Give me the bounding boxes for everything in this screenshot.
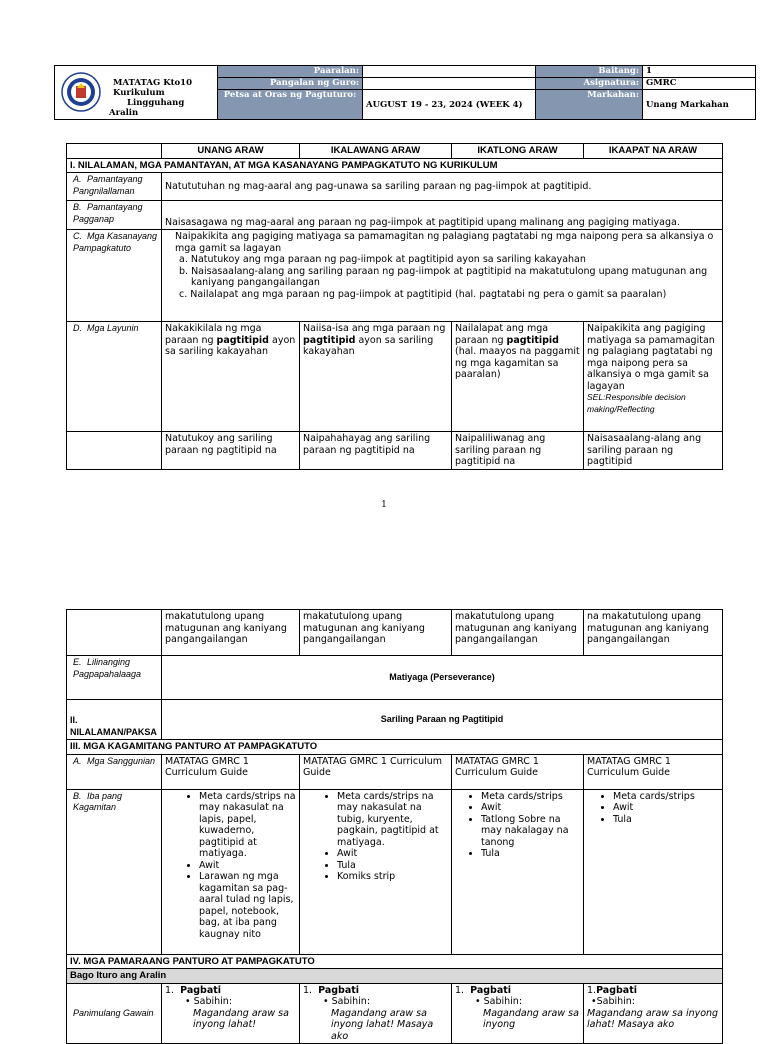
competency-item: c. Nailalapat ang mga paraan ng pag-iimpok at pagtitipid (hal. pagtatabi ng pera o gamit sa paaralan) — [179, 288, 667, 300]
materials-list — [455, 791, 580, 860]
item-label: Iba pang Kagamitan — [73, 790, 123, 812]
day-3-header: IKATLONG ARAW — [452, 144, 584, 159]
objective-day-3 — [452, 322, 584, 432]
materials-day-2 — [300, 789, 452, 954]
competencies-label — [67, 230, 162, 322]
reference-day-1: MATATAG GMRC 1 Curriculum Guide — [162, 754, 300, 789]
section-1-title: I. NILALAMAN, MGA PAMANTAYAN, AT MGA KASANAYANG PAMPAGKATUTO NG KURIKULUM — [67, 158, 723, 173]
list-item: • Meta cards/strips na may nakasulat na lapis, papel, kuwaderno, pagtitipid at matiyaga. — [199, 791, 296, 860]
objective-text: Nailalapat ang mga paraan ng — [455, 323, 549, 346]
list-item: • Awit — [613, 802, 719, 814]
objective-cont-day-1: makatutulong upang matugunan ang kaniyang pangangailangan — [162, 610, 300, 656]
list-item: • Meta cards/strips na may nakasulat na tubig, kuryente, pagkain, pagtitipid at matiyaga. — [337, 791, 448, 849]
objective-b-day-3: Naipaliliwanag ang sariling paraan ng pagtitipid na — [452, 432, 584, 470]
step-number: 1. — [303, 984, 313, 996]
objective-text: Naiisa-isa ang mga paraan ng — [303, 323, 446, 334]
content-topic-label: II. NILALAMAN/PAKSA — [67, 700, 162, 740]
date-value[interactable]: AUGUST 19 - 23, 2024 (WEEK 4) — [363, 90, 536, 120]
date-label: Petsa at Oras ng Pagtuturo: — [218, 90, 363, 120]
objective-day-4 — [584, 322, 723, 432]
greeting-line: Magandang araw sa inyong lahat! Masaya ako — [587, 1007, 719, 1030]
deped-seal-icon — [61, 72, 101, 112]
objective-cont-day-4: na makatutulong upang matugunan ang kaniyang pangangailangan — [584, 610, 723, 656]
materials-list — [165, 791, 296, 941]
day-4-header: IKAAPAT NA ARAW — [584, 144, 723, 159]
school-value[interactable] — [363, 66, 536, 78]
instruction-text: Sabihin: — [483, 996, 523, 1007]
quarter-label: Markahan: — [536, 90, 643, 120]
lesson-table-part-2 — [66, 609, 723, 1044]
objective-day-2 — [300, 322, 452, 432]
item-label: Mga Layunin — [87, 323, 139, 333]
competency-intro: Naipakikita ang pagiging matiyaga sa pamamagitan ng palagiang pagtatabi ng mga naipong pera sa alkansiya o mga gamit sa lagayan — [175, 231, 714, 254]
greeting-line: Magandang araw sa inyong lahat! — [193, 1007, 289, 1030]
content-topic-value: Sariling Paraan ng Pagtitipid — [162, 700, 723, 740]
title-line: Kurikulum — [113, 88, 165, 98]
grade-label: Baitang: — [536, 66, 643, 78]
greeting-heading — [455, 985, 580, 997]
greeting-instruction: • Sabihin: — [475, 996, 523, 1007]
list-item: • Tula — [337, 860, 448, 872]
value-focus: Matiyaga (Perseverance) — [162, 656, 723, 700]
item-number: B. — [73, 202, 82, 212]
item-label: Lilinanging Pagpapahalaaga — [73, 657, 142, 679]
objective-cont-day-3: makatutulong upang matugunan ang kaniyang pangangailangan — [452, 610, 584, 656]
objective-b-day-4: Naisasaalang-alang ang sariling paraan ng pagtitipid — [584, 432, 723, 470]
quarter-value[interactable]: Unang Markahan — [643, 90, 756, 120]
objective-keyword: pagtitipid — [303, 334, 356, 346]
instruction-text: Sabihin: — [331, 996, 371, 1007]
item-number: D. — [73, 323, 82, 333]
materials-list — [587, 791, 719, 826]
objective-b-day-2: Naipahahayag ang sariling paraan ng pagtitipid na — [300, 432, 452, 470]
item-number: E. — [73, 657, 82, 667]
competencies-cell — [162, 230, 723, 322]
step-title: Pagbati — [470, 984, 512, 996]
greeting-instruction — [587, 996, 719, 1008]
teacher-label: Pangalan ng Guro: — [218, 78, 363, 90]
title-line: Aralin — [109, 108, 139, 118]
header-table — [54, 65, 756, 120]
objective-day-1 — [162, 322, 300, 432]
materials-day-4 — [584, 789, 723, 954]
competency-list — [165, 254, 719, 300]
list-item: • Tatlong Sobre na may nakalagay na tanong — [481, 814, 580, 849]
list-item: • Komiks strip — [337, 871, 448, 883]
list-item: • Larawan ng mga kagamitan sa pag- aaral tulad ng lapis, papel, notebook, bag, at iba pang kaugnay nito — [199, 871, 296, 940]
empty-label-cell — [67, 432, 162, 470]
list-item: • Awit — [481, 802, 580, 814]
list-item: • Tula — [613, 814, 719, 826]
instruction-text: Sabihin: — [193, 996, 233, 1007]
lesson-plan-title — [109, 78, 193, 118]
greeting-line: Magandang araw sa inyong — [483, 1007, 579, 1030]
section-3-title: III. MGA KAGAMITANG PANTURO AT PAMPAGKATUTO — [67, 740, 723, 755]
header-logo-cell — [55, 66, 218, 120]
objective-text: Nakakikilala ng mga paraan ng — [165, 323, 262, 346]
list-item: • Awit — [199, 860, 296, 872]
item-number: B. — [73, 790, 82, 801]
grade-value[interactable]: 1 — [643, 66, 756, 78]
greeting-instruction: • Sabihin: — [323, 996, 371, 1007]
reference-day-3: MATATAG GMRC 1 Curriculum Guide — [452, 754, 584, 789]
objective-keyword: pagtitipid — [506, 334, 559, 346]
list-item: • Awit — [337, 848, 448, 860]
greeting-day-1 — [162, 983, 300, 1044]
lesson-table-part-1 — [66, 143, 723, 470]
step-title: Pagbati — [318, 984, 360, 996]
item-number: A. — [73, 755, 82, 766]
item-label: Mga Kasanayang Pampagkatuto — [73, 231, 158, 253]
subject-value[interactable]: GMRC — [643, 78, 756, 90]
list-item: • Meta cards/strips — [481, 791, 580, 803]
greeting-line: Magandang araw sa inyong lahat! Masaya ako — [331, 1007, 434, 1042]
intro-activity-label: Panimulang Gawain — [67, 983, 162, 1044]
greeting-heading — [165, 985, 296, 997]
content-standard-text: Natututuhan ng mag-aaral ang pag-unawa sa sariling paraan ng pag-iimpok at pagtitipid. — [162, 173, 723, 201]
title-line: MATATAG Kto10 — [113, 78, 193, 88]
list-item: • Meta cards/strips — [613, 791, 719, 803]
sel-note: SEL:Responsible decision making/Reflecting — [587, 392, 686, 414]
reference-day-2: MATATAG GMRC 1 Curriculum Guide — [300, 754, 452, 789]
step-title: Pagbati — [596, 984, 638, 996]
day-1-header: UNANG ARAW — [162, 144, 300, 159]
references-label — [67, 754, 162, 789]
section-4-title: IV. MGA PAMARAANG PANTURO AT PAMPAGKATUTO — [67, 954, 723, 969]
day-2-header: IKALAWANG ARAW — [300, 144, 452, 159]
greeting-instruction: • Sabihin: — [185, 996, 233, 1007]
school-label: Paaralan: — [218, 66, 363, 78]
objective-b-day-1: Natutukoy ang sariling paraan ng pagtitipid na — [162, 432, 300, 470]
competency-item: b. Naisasaalang-alang ang sariling paraan ng pag-iimpok at pagtitipid na makatutulong upang matugunan ang kaniyang pangangailangan — [179, 265, 708, 288]
objective-cont-day-2: makatutulong upang matugunan ang kaniyang pangangailangan — [300, 610, 452, 656]
title-line: Lingguhang — [127, 98, 185, 108]
performance-standard-text: Naisasagawa ng mag-aaral ang paraan ng pag-iimpok at pagtitipid upang malinang ang pagiging matiyaga. — [162, 201, 723, 230]
objective-text: (hal. maayos na paggamit ng mga kagamitan sa paaralan) — [455, 346, 580, 380]
standard-b-label — [67, 201, 162, 230]
materials-day-1 — [162, 789, 300, 954]
page-2 — [0, 570, 768, 1042]
empty-corner-cell — [67, 144, 162, 159]
materials-day-3 — [452, 789, 584, 954]
materials-list — [303, 791, 448, 883]
other-materials-label — [67, 789, 162, 954]
item-number: A. — [73, 174, 82, 184]
subject-label: Asignatura: — [536, 78, 643, 90]
reference-day-4: MATATAG GMRC 1 Curriculum Guide — [584, 754, 723, 789]
objective-keyword: pagtitipid — [216, 334, 269, 346]
step-number: 1. — [165, 984, 175, 996]
item-label: Mga Sanggunian — [87, 755, 156, 766]
greeting-day-3 — [452, 983, 584, 1044]
greeting-heading — [587, 985, 719, 997]
list-item: • Tula — [481, 848, 580, 860]
page-number: 1 — [381, 500, 387, 510]
step-number: 1. — [587, 984, 597, 996]
objective-text: Naipakikita ang pagiging matiyaga sa pamamagitan ng palagiang pagtatabi ng mga naipong pera sa alkansiya o mga gamit sa lagayan — [587, 323, 715, 392]
competency-item: a. Natutukoy ang mga paraan ng pag-iimpok at pagtitipid ayon sa sariling kakayahan — [179, 254, 586, 265]
instruction-text: •Sabihin: — [591, 996, 636, 1007]
step-title: Pagbati — [180, 984, 222, 996]
step-number: 1. — [455, 984, 465, 996]
teacher-value[interactable] — [363, 78, 536, 90]
empty-label-cell — [67, 610, 162, 656]
greeting-day-4 — [584, 983, 723, 1044]
item-label: Pamantayang Pangnilallaman — [73, 174, 143, 196]
standard-a-label — [67, 173, 162, 201]
before-lesson-header: Bago Ituro ang Aralin — [67, 969, 723, 984]
item-label: Pamantayang Pagganap — [73, 202, 143, 224]
objective-text: ayon sa sariling kakayahan — [165, 334, 296, 357]
greeting-heading — [303, 985, 448, 997]
values-label — [67, 656, 162, 700]
objectives-label — [67, 322, 162, 432]
item-number: C. — [73, 231, 82, 241]
greeting-day-2 — [300, 983, 452, 1044]
objective-text: ayon sa sariling kakayahan — [303, 334, 434, 357]
